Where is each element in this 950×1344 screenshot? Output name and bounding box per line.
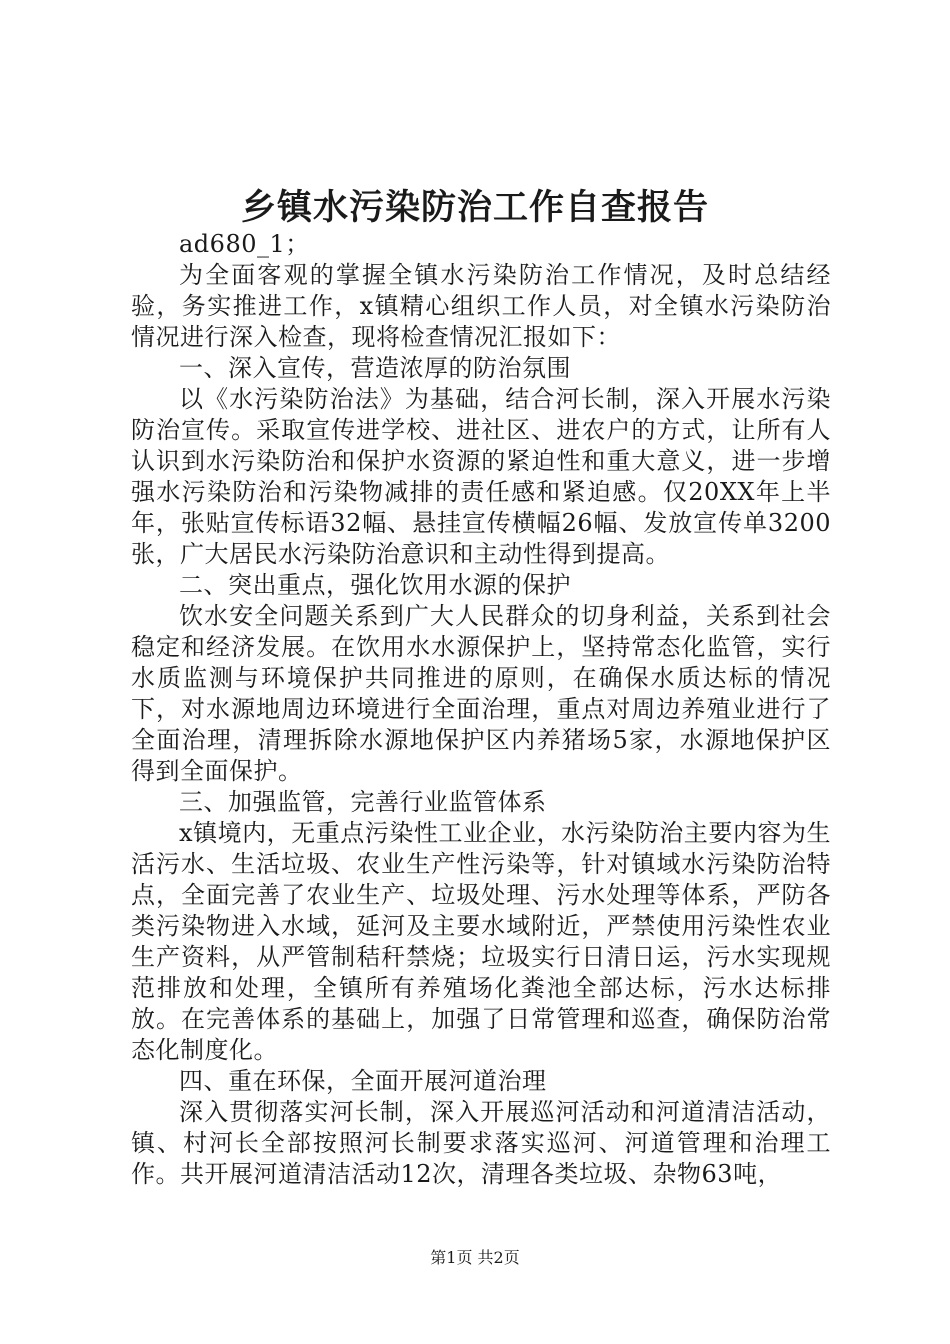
- paragraph: 为全面客观的掌握全镇水污染防治工作情况，及时总结经验，务实推进工作，x镇精心组织工作人员，对全镇水污染防治情况进行深入检查，现将检查情况汇报如下：: [131, 261, 831, 351]
- document-title: 乡镇水污染防治工作自查报告: [240, 188, 709, 228]
- document-body: [131, 229, 831, 1190]
- paragraph: 以《水污染防治法》为基础，结合河长制，深入开展水污染防治宣传。采取宣传进学校、进社区、进农户的方式，让所有人认识到水污染防治和保护水资源的紧迫性和重大意义，进一步增强水污染防治和污染物减排的责任感和紧迫感。仅20XX年上半年，张贴宣传标语32幅、悬挂宣传横幅26幅、发放宣传单3200张，广大居民水污染防治意识和主动性得到提高。: [131, 385, 831, 568]
- paragraph: 饮水安全问题关系到广大人民群众的切身利益，关系到社会稳定和经济发展。在饮用水水源保护上，坚持常态化监管，实行水质监测与环境保护共同推进的原则，在确保水质达标的情况下，对水源地周边环境进行全面治理，重点对周边养殖业进行了全面治理，清理拆除水源地保护区内养猪场5家，水源地保护区得到全面保护。: [131, 602, 831, 785]
- page-footer: 第1页 共2页: [430, 1248, 520, 1267]
- paragraph: ad680_1；: [179, 230, 310, 258]
- section-heading: 三、加强监管，完善行业监管体系: [179, 788, 547, 816]
- paragraph: 深入贯彻落实河长制，深入开展巡河活动和河道清洁活动，镇、村河长全部按照河长制要求落实巡河、河道管理和治理工作。共开展河道清洁活动12次，清理各类垃圾、杂物63吨，: [131, 1098, 831, 1188]
- section-heading: 二、突出重点，强化饮用水源的保护: [179, 571, 571, 599]
- section-heading: 四、重在环保，全面开展河道治理: [179, 1067, 547, 1095]
- paragraph: x镇境内，无重点污染性工业企业，水污染防治主要内容为生活污水、生活垃圾、农业生产性污染等，针对镇域水污染防治特点，全面完善了农业生产、垃圾处理、污水处理等体系，严防各类污染物进入水域，延河及主要水域附近，严禁使用污染性农业生产资料，从严管制秸秆禁烧；垃圾实行日清日运，污水实现规范排放和处理，全镇所有养殖场化粪池全部达标，污水达标排放。在完善体系的基础上，加强了日常管理和巡查，确保防治常态化制度化。: [131, 819, 831, 1064]
- section-heading: 一、深入宣传，营造浓厚的防治氛围: [179, 354, 571, 382]
